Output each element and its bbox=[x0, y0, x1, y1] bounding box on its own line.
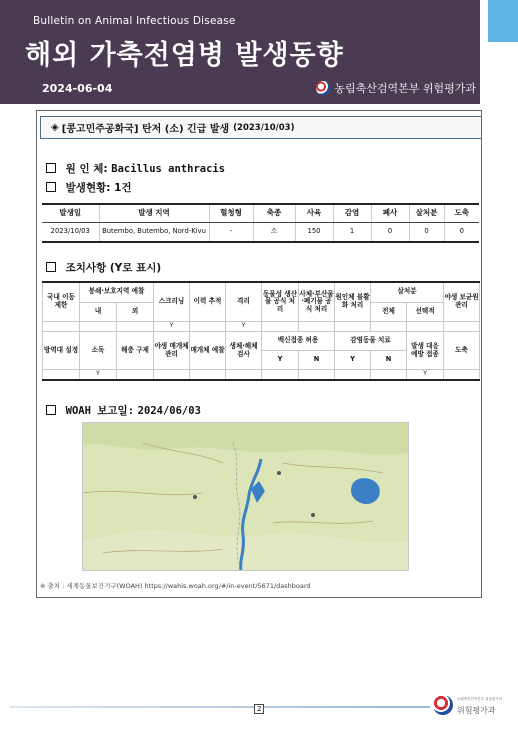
measure-header: 살처분 bbox=[371, 282, 444, 302]
measure-value bbox=[444, 322, 480, 332]
measure-header: 백신접종 허용 bbox=[262, 332, 335, 351]
map-city-marker bbox=[277, 471, 281, 475]
measures-value-row bbox=[43, 322, 480, 332]
section-date: (2023/10/03) bbox=[233, 122, 295, 133]
footer-org-small: 농림축산검역본부 위험평가과 bbox=[457, 697, 503, 701]
agency-logo-icon bbox=[316, 81, 330, 95]
outbreak-label: 발생현황: bbox=[65, 182, 111, 194]
measure-value bbox=[444, 370, 480, 381]
measure-header: 사체·부산물·폐기물 공식 처리 bbox=[299, 282, 335, 322]
pathogen-value: Bacillus anthracis bbox=[111, 163, 226, 175]
page-number: 2 bbox=[254, 704, 264, 714]
accent-bar bbox=[488, 0, 518, 42]
outbreak-table bbox=[42, 203, 479, 243]
footer-divider bbox=[10, 706, 430, 708]
measure-value: Y bbox=[407, 370, 444, 381]
measure-header: 국내 이동 제한 bbox=[43, 282, 80, 322]
checkbox-icon bbox=[46, 262, 56, 272]
measure-value bbox=[117, 322, 154, 332]
measure-value bbox=[262, 322, 299, 332]
table-cell: 0 bbox=[371, 223, 409, 243]
measures-table bbox=[42, 281, 480, 381]
report-date: 2024-06-04 bbox=[42, 82, 113, 95]
woah-line bbox=[46, 403, 201, 418]
measure-header: 스크리닝 bbox=[154, 282, 190, 322]
table-cell: 2023/10/03 bbox=[42, 223, 99, 243]
table-header-cell: 살처분 bbox=[409, 204, 444, 223]
measures-header-row bbox=[43, 282, 480, 302]
pathogen-label: 원 인 체: bbox=[65, 163, 108, 175]
table-row bbox=[42, 223, 479, 243]
table-cell: Butembo, Butembo, Nord-Kivu bbox=[99, 223, 209, 243]
measure-header: 선택적 bbox=[407, 302, 444, 322]
map-city-marker bbox=[311, 513, 315, 517]
table-header-cell: 발생 지역 bbox=[99, 204, 209, 223]
woah-label: WOAH 보고일: bbox=[65, 405, 135, 417]
woah-date: 2024/06/03 bbox=[137, 405, 201, 417]
source-note: ※ 출처 : 세계동물보건기구(WOAH) https://wahis.woah.org/#/in-event/5671/dashboard bbox=[40, 582, 311, 590]
measure-value bbox=[190, 370, 226, 381]
measure-header: 원인체 불활화 처리 bbox=[335, 282, 371, 322]
table-cell: 소 bbox=[253, 223, 295, 243]
page-title: 해외 가축전염병 발생동향 bbox=[25, 40, 344, 71]
measure-header: 야생 매개체 관리 bbox=[154, 332, 190, 370]
measure-value bbox=[299, 322, 335, 332]
table-cell: 0 bbox=[409, 223, 444, 243]
measure-value bbox=[190, 322, 226, 332]
table-header-cell: 감염 bbox=[333, 204, 371, 223]
diamond-bullet-icon: ◈ bbox=[51, 122, 59, 133]
measure-value bbox=[80, 322, 117, 332]
section-title-text: [콩고민주공화국] 탄저 (소) 긴급 발생 bbox=[61, 124, 230, 135]
map-city-marker bbox=[193, 495, 197, 499]
measure-header: Y bbox=[262, 351, 299, 370]
measures-label: 조치사항 (Y로 표시) bbox=[65, 262, 162, 274]
measure-header: 발생 대응 예방 접종 bbox=[407, 332, 444, 370]
measure-value bbox=[335, 322, 371, 332]
measure-value bbox=[43, 322, 80, 332]
measure-header: 해충 구제 bbox=[117, 332, 154, 370]
agency-logo-icon bbox=[433, 695, 453, 715]
measure-header: 생체·해체 검사 bbox=[226, 332, 262, 370]
measure-value: Y bbox=[80, 370, 117, 381]
table-cell: 1 bbox=[333, 223, 371, 243]
checkbox-icon bbox=[46, 163, 56, 173]
measure-header: 격리 bbox=[226, 282, 262, 322]
measure-value bbox=[43, 370, 80, 381]
table-header-cell: 도축 bbox=[444, 204, 479, 223]
measure-value bbox=[154, 370, 190, 381]
measure-header: 감염동물 치료 bbox=[335, 332, 407, 351]
measures-header-row-2 bbox=[43, 332, 480, 351]
measures-line bbox=[46, 260, 161, 275]
pathogen-line bbox=[46, 161, 225, 176]
measure-header: N bbox=[371, 351, 407, 370]
table-header-cell: 발생일 bbox=[42, 204, 99, 223]
checkbox-icon bbox=[46, 182, 56, 192]
table-header-cell: 폐사 bbox=[371, 204, 409, 223]
measure-header: 내 bbox=[80, 302, 117, 322]
measure-header: 외 bbox=[117, 302, 154, 322]
measure-value: Y bbox=[154, 322, 190, 332]
measure-header: N bbox=[299, 351, 335, 370]
checkbox-icon bbox=[46, 405, 56, 415]
table-cell: - bbox=[209, 223, 253, 243]
org-label bbox=[316, 80, 476, 96]
measure-header: 봉쇄·보호지역 예찰 bbox=[80, 282, 154, 302]
table-header-row bbox=[42, 204, 479, 223]
table-cell: 150 bbox=[295, 223, 333, 243]
outbreak-value: 1건 bbox=[114, 182, 132, 194]
measure-value bbox=[226, 370, 262, 381]
table-header-cell: 혈청형 bbox=[209, 204, 253, 223]
measure-value bbox=[371, 322, 407, 332]
outbreak-map bbox=[82, 422, 409, 571]
measure-header: 소독 bbox=[80, 332, 117, 370]
measure-header: 야생 보균원 관리 bbox=[444, 282, 480, 322]
table-header-cell: 사육 bbox=[295, 204, 333, 223]
measure-value bbox=[117, 370, 154, 381]
bulletin-label: Bulletin on Animal Infectious Disease bbox=[33, 15, 236, 27]
measure-header: 방역대 설정 bbox=[43, 332, 80, 370]
measure-value bbox=[407, 322, 444, 332]
table-header-cell: 축종 bbox=[253, 204, 295, 223]
measure-header: 전체 bbox=[371, 302, 407, 322]
measure-header: 동물성 생산물 공식 처리 bbox=[262, 282, 299, 322]
measure-value bbox=[262, 370, 299, 381]
outbreak-line bbox=[46, 180, 132, 195]
footer-org: 위험평가과 bbox=[457, 706, 496, 715]
measures-value-row-2 bbox=[43, 370, 480, 381]
measure-value bbox=[371, 370, 407, 381]
measure-value bbox=[335, 370, 371, 381]
measure-header: 이력 추적 bbox=[190, 282, 226, 322]
measure-header: 매개체 예찰 bbox=[190, 332, 226, 370]
measure-header: Y bbox=[335, 351, 371, 370]
map-graphic bbox=[83, 423, 408, 570]
measure-header: 도축 bbox=[444, 332, 480, 370]
section-title bbox=[40, 116, 482, 139]
measure-value bbox=[299, 370, 335, 381]
org-name: 농림축산검역본부 위험평가과 bbox=[334, 82, 476, 95]
measure-value: Y bbox=[226, 322, 262, 332]
table-cell: 0 bbox=[444, 223, 479, 243]
